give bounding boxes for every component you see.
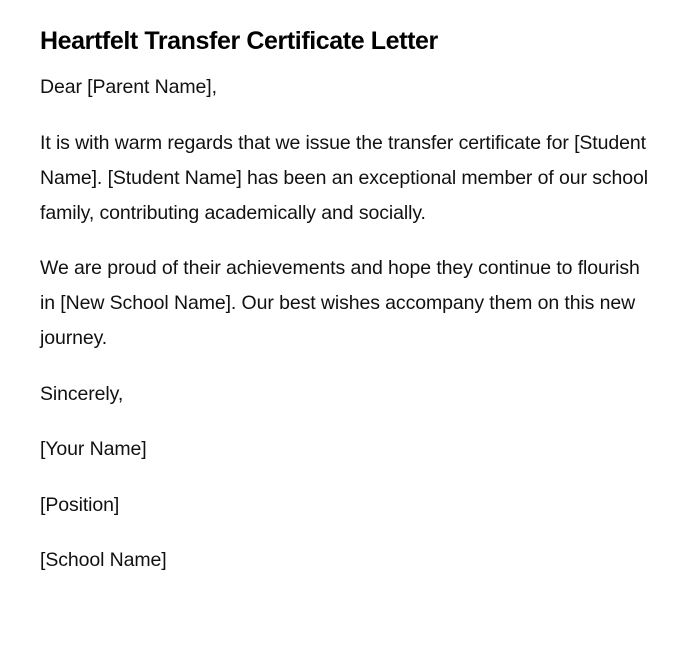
signature-school: [School Name] [40, 549, 167, 571]
body-paragraph-2: We are proud of their achievements and hope they continue to flourish in [New School Name]. Our best wishes accompany them on this new journey. [40, 257, 640, 349]
signature-position: [Position] [40, 493, 120, 516]
salutation: Dear [Parent Name], [40, 76, 217, 98]
signature-name: [Your Name] [40, 438, 147, 460]
letter-document [40, 22, 660, 599]
closing: Sincerely, [40, 382, 124, 405]
body-paragraph-1: It is with warm regards that we issue the transfer certificate for [Student Name]. [Student Name] has been an exceptional member of our school family, contributing academically and socially. [40, 131, 648, 224]
letter-title: Heartfelt Transfer Certificate Letter [40, 27, 438, 55]
